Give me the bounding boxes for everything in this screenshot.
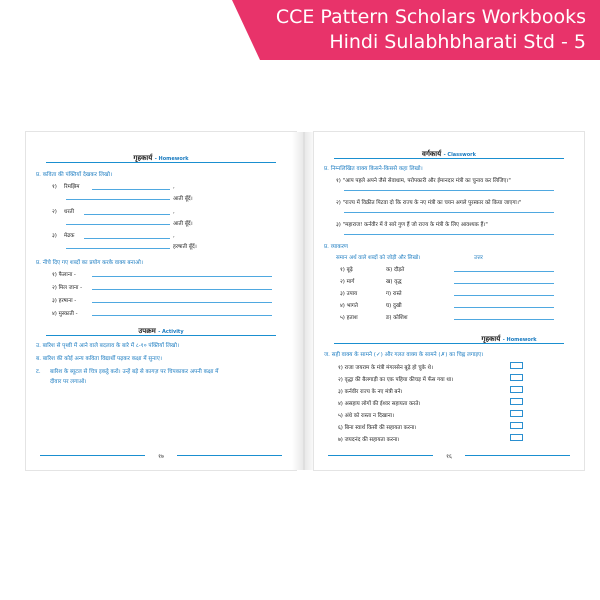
tick-statement: ४) असहाय लोगों की ईश्वर सहायता करते। — [338, 401, 421, 407]
left-page-number: १७ — [158, 454, 164, 460]
answer-line[interactable] — [66, 224, 170, 225]
pair-right: क) दौड़ते — [386, 267, 405, 273]
activity-3-line2: दीवार पर लगाओ। — [50, 379, 87, 385]
answer-line[interactable] — [454, 295, 554, 296]
q1-item-num: ३) — [52, 233, 57, 239]
answer-line[interactable] — [344, 212, 554, 213]
tick-box[interactable] — [510, 362, 523, 369]
activity-heading-english: - Activity — [158, 329, 184, 335]
tick-box[interactable] — [510, 374, 523, 381]
pair-right: ग) रास्ते — [386, 291, 402, 297]
q1-sentence: १) "आप पहले अपने जैसे सेवाधाम, परोपकारी और ईमानदार मंत्री का चुनाव कर लिजिए।" — [336, 178, 511, 184]
pair-right: ङ) कोशिश — [386, 315, 408, 321]
right-q3: ज. सही वाक्य के सामने (✓) और गलत वाक्य के सामने (✗) का चिह्न लगाइए। — [324, 352, 484, 358]
answer-line[interactable] — [454, 271, 554, 272]
footer-rule — [177, 455, 282, 456]
q1-item-word: मेढक — [64, 233, 75, 239]
banner — [0, 0, 600, 72]
answer-line[interactable] — [92, 189, 170, 190]
answer-line[interactable] — [66, 248, 170, 249]
left-q1: प्र. कविता की पंक्तियाँ देखकर लिखो। — [36, 172, 113, 178]
comma: , — [173, 233, 175, 239]
q2-item: ४) मुस्काती - — [52, 311, 78, 317]
right-homework-hindi: गृहकार्य — [481, 335, 501, 343]
right-q1: प्र. निम्नलिखित वाक्य किसने-किससे कहा लिखो। — [324, 166, 423, 172]
answer-line[interactable] — [344, 190, 554, 191]
q2-item: ३) हरषाना - — [52, 298, 77, 304]
banner-title: CCE Pattern Scholars Workbooks — [275, 6, 586, 28]
pair-left: १) बूढ़े — [340, 267, 353, 273]
pair-right: घ) दुखी — [386, 303, 402, 309]
q1-item-end: आती बूँदें। — [173, 196, 193, 202]
tick-statement: १) राजा जयराम के मंत्री मंगलसेन बूढ़े हो चुके थे। — [338, 365, 433, 371]
pair-left: २) मार्ग — [340, 279, 355, 285]
q1-item-word: धरती — [64, 209, 74, 215]
banner-subtitle: Hindi Sulabhbharati Std - 5 — [329, 31, 586, 53]
pair-left: ३) उपाय — [340, 291, 358, 297]
q1-item-num: २) — [52, 209, 57, 215]
footer-rule — [465, 455, 570, 456]
right-homework-english: - Homework — [502, 337, 537, 343]
activity-3-line1: बारिश के ब्यूटल से चित्र इकट्ठे करो। उन्हें बड़े से कागज़ पर चिपकाकर अपनी कक्षा में — [50, 369, 219, 375]
q1-item-end: हरषाती बूँदें। — [173, 244, 197, 250]
q1-item-end: आती बूँदें। — [173, 221, 193, 227]
activity-heading-rule — [46, 335, 276, 336]
left-heading-hindi: गृहकार्य — [133, 154, 153, 162]
right-page — [314, 132, 584, 470]
right-heading-english: - Classwork — [443, 152, 476, 158]
tick-box[interactable] — [510, 410, 523, 417]
pair-right: ख) वृद्ध — [386, 279, 402, 285]
pair-left: ५) हताश — [340, 315, 358, 321]
q1-sentence: २) "राज्य में विक्रीत पिटवा दो कि राज्य के नए मंत्री का चयन अगले पुरस्कार को किया जाएगा।" — [336, 200, 522, 206]
answer-line[interactable] — [92, 276, 272, 277]
tick-box[interactable] — [510, 386, 523, 393]
answer-line[interactable] — [92, 302, 272, 303]
tick-box[interactable] — [510, 422, 523, 429]
left-q2: प्र. नीचे दिए गए शब्दों का प्रयोग करके वाक्य बनाओ। — [36, 260, 143, 266]
footer-rule — [40, 455, 145, 456]
tick-statement: ३) कर्नवीर राज्य के नए मंत्री बने। — [338, 389, 403, 395]
left-heading-english: - Homework — [154, 156, 189, 162]
answer-line[interactable] — [454, 283, 554, 284]
activity-heading-hindi: उपक्रम — [138, 327, 156, 335]
activity-2: ब. बारिश की कोई अन्य कविता विद्यार्थी पढ़कर कक्षा में सुनाए। — [36, 356, 162, 362]
answer-line[interactable] — [84, 238, 170, 239]
tick-statement: २) वृद्धा की बैलगाड़ी का एक पहिया कीचड़ में फँस गया था। — [338, 377, 454, 383]
right-q2-sub: समान अर्थ वाले शब्दों को जोड़ी और लिखो। — [336, 255, 421, 261]
pair-left: ४) भागते — [340, 303, 358, 309]
right-homework-rule — [334, 343, 564, 344]
answer-label: उत्तर — [474, 255, 483, 261]
q1-item-word: रिमझिम — [64, 184, 80, 190]
q1-item-num: १) — [52, 184, 57, 190]
comma: , — [173, 209, 175, 215]
right-page-number: १६ — [446, 454, 452, 460]
answer-line[interactable] — [84, 214, 170, 215]
q1-sentence: ३) "महाराज! कर्नवीर में वे सारे गुण हैं जो राज्य के मंत्री के लिए आवश्यक हैं।" — [336, 222, 488, 228]
right-heading-rule — [334, 158, 564, 159]
q2-item: २) मिल जाना - — [52, 285, 83, 291]
answer-line[interactable] — [92, 315, 272, 316]
left-heading-rule — [46, 162, 276, 163]
right-heading-hindi: वर्गकार्य — [422, 150, 442, 158]
tick-box[interactable] — [510, 398, 523, 405]
answer-line[interactable] — [92, 289, 272, 290]
tick-box[interactable] — [510, 434, 523, 441]
answer-line[interactable] — [454, 307, 554, 308]
answer-line[interactable] — [344, 234, 554, 235]
q2-item: १) फैलाना - — [52, 272, 76, 278]
activity-3-label: ट. — [36, 369, 41, 375]
tick-statement: ६) बिना स्वार्थ किसी की सहायता करना। — [338, 425, 417, 431]
left-page — [26, 132, 296, 470]
right-q2: प्र. व्याकरण — [324, 244, 348, 250]
tick-statement: ७) जयदनंद की सहायता करना। — [338, 437, 400, 443]
tick-statement: ५) अंधे को रास्ता न दिखाना। — [338, 413, 395, 419]
book-spine — [292, 132, 316, 470]
activity-1: उ. बारिश से पृथ्वी में आने वाले बदलाव के बारे में ८-१० पंक्तियाँ लिखो। — [36, 343, 180, 349]
answer-line[interactable] — [454, 319, 554, 320]
comma: , — [173, 184, 175, 190]
footer-rule — [328, 455, 433, 456]
answer-line[interactable] — [66, 199, 170, 200]
